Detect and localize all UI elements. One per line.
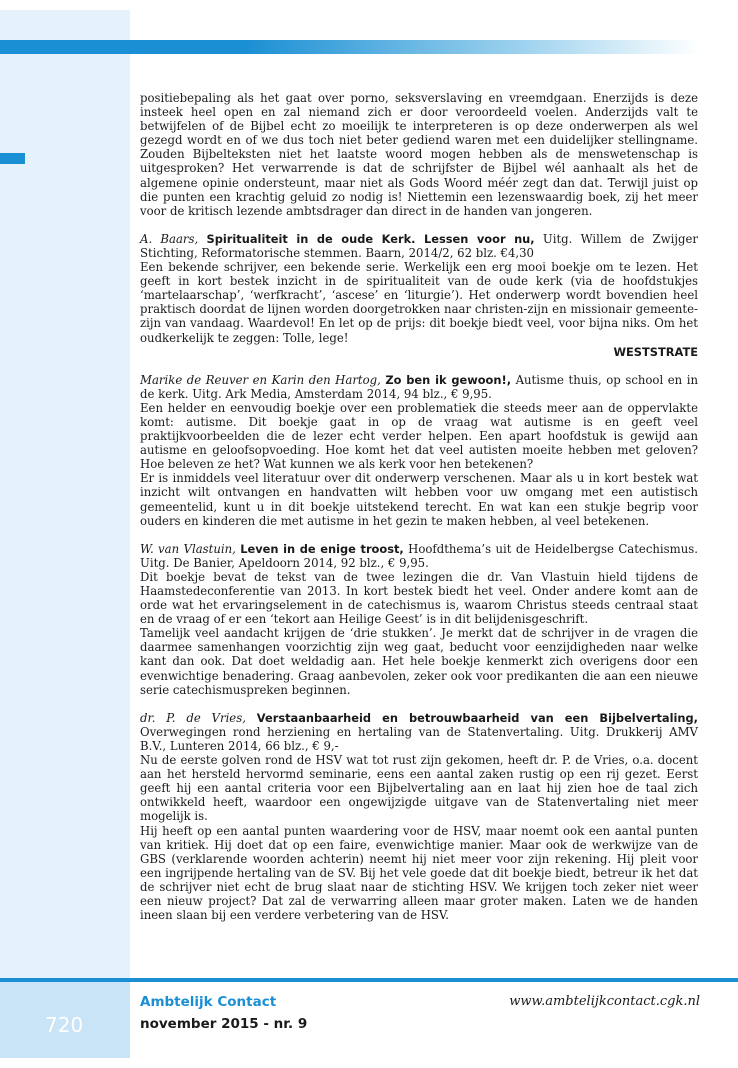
website-url[interactable]: www.ambtelijkcontact.cgk.nl	[509, 994, 700, 1009]
review-author: W. van Vlastuin,	[140, 541, 236, 556]
review-paragraph: Een helder en eenvoudig boekje over een problematiek die steeds meer aan de oppervlakte komt: autisme. Dit boekje gaat in op de vraag wat autisme is en geeft veel praktijkvoorbeelden die de lezer echt verder helpen. Een apart hoofdstuk is gewijd aan autisme en geloofsopvoeding. Hoe komt het dat veel autisten moeite hebben met geloven? Hoe beleven ze het? Wat kunnen we als kerk voor hen betekenen?	[140, 400, 698, 472]
page-number: 720	[45, 1013, 84, 1037]
review-author: A. Baars,	[140, 231, 199, 246]
review-author: Marike de Reuver en Karin den Hartog,	[140, 372, 381, 387]
review-reference	[140, 542, 698, 570]
review-paragraph: Tamelijk veel aandacht krijgen de ‘drie stukken’. Je merkt dat de schrijver in de vragen die daarmee samenhangen voorzichtig zijn weg gaat, beducht voor eenzijdigheden naar welke kant dan ook. Dat doet weldadig aan. Het hele boekje kenmerkt zich overigens door een evenwichtige benadering. Graag aanbevolen, zeker ook voor predikanten die aan een nieuwe serie catechismuspreken beginnen.	[140, 626, 698, 697]
review-book-title: Zo ben ik gewoon!,	[385, 372, 512, 387]
left-sidebar	[0, 10, 130, 1058]
review-book-details: Uitg. Willem de Zwijger Stichting, Reformatorische stemmen. Baarn, 2014/2, 62 blz. €4,30	[140, 231, 699, 260]
review-book-details: Autisme thuis, op school en in de kerk. Uitg. Ark Media, Amsterdam 2014, 94 blz., € 9,95.	[140, 372, 698, 401]
issue-label: november 2015 - nr. 9	[140, 1016, 308, 1032]
review-paragraph: Een bekende schrijver, een bekende serie. Werkelijk een erg mooi boekje om te lezen. Het geeft in kort bestek inzicht in de spiritualiteit van de oude kerk (via de hoofdstukjes ‘martelaarschap’, ‘werfkracht’, ‘ascese’ en ‘liturgie’). Het onderwerp wordt bovendien heel praktisch doordat de lijnen worden doorgetrokken naar christen-zijn en missionair gemeente-zijn van vandaag. Waardevol! En let op de prijs: dit boekje biedt veel, voor bijna niks. Om het oudkerkelijk te zeggen: Tolle, lege!	[140, 260, 698, 345]
review-paragraph: Dit boekje bevat de tekst van de twee lezingen die dr. Van Vlastuin hield tijdens de Haamstedeconferentie van 2013. In kort bestek biedt het veel. Onder andere komt aan de orde wat het ervaringselement in de catechismus is, waarom Christus steeds centraal staat en de vraag of er een ‘tekort aan Heilige Geest’ is in dit belijdenisgeschrift.	[140, 569, 698, 627]
review-book-title: Spiritualiteit in de oude Kerk. Lessen voor nu,	[206, 231, 535, 246]
review-book-title: Verstaanbaarheid en betrouwbaarheid van een Bijbelvertaling,	[256, 710, 699, 725]
review-paragraph: Er is inmiddels veel literatuur over dit onderwerp verschenen. Maar als u in kort bestek wat inzicht wilt ontvangen en handvatten wilt hebben voor uw omgang met een autistisch gemeentelid, kunt u in dit boekje uitstekend terecht. En wat kan een stukje begrip voor ouders en kinderen die met autisme in het gezin te maken hebben, al veel betekenen.	[140, 471, 698, 528]
review-paragraph: Hij heeft op een aantal punten waardering voor de HSV, maar noemt ook een aantal punten van kritiek. Hij doet dat op een faire, evenwichtige manier. Maar ook de werkwijze van de GBS (verklarende woorden achterin) neemt hij niet meer voor zijn rekening. Hij pleit voor een ingrijpende hertaling van de SV. Bij het vele goede dat dit boekje biedt, betreur ik het dat de schrijver niet echt de brug slaat naar de stichting HSV. We krijgen toch zeker niet weer een nieuw project? Dat zal de verwarring alleen maar groter maken. Laten we de handen ineen slaan bij een verdere verbetering van de HSV.	[140, 823, 698, 923]
intro-paragraph: positiebepaling als het gaat over porno, seksverslaving en vreemdgaan. Enerzijds is deze insteek heel open en zal niemand zich er door veroordeeld voelen. Anderzijds valt te betwijfelen of de Bijbel echt zo moeilijk te interpreteren is op deze onderwerpen als wel gezegd wordt en of we dus toch niet beter gediend waren met een duidelijker stellingname. Zouden Bijbelteksten niet het laatste woord mogen hebben als de menswetenschap is uitgesproken? Het verwarrende is dat de schrijfster de Bijbel wél aanhaalt als het de algemene opinie ondersteunt, maar niet als Gods Woord méér zegt dan dat. Terwijl juist op die punten een krachtig geluid zo nodig is! Niettemin een lezenswaardig boek, zij het meer voor de kritisch lezende ambtsdrager dan direct in de handen van jongeren.	[140, 91, 698, 218]
reviewer-signature: WESTSTRATE	[613, 344, 698, 359]
review-author: dr. P. de Vries,	[140, 710, 246, 725]
review-reference	[140, 232, 698, 260]
review-paragraph: Nu de eerste golven rond de HSV wat tot rust zijn gekomen, heeft dr. P. de Vries, o.a. docent aan het hersteld hervormd seminarie, eens een aantal zaken rustig op een rij gezet. Eerst geeft hij een aantal criteria voor een Bijbelvertaling aan en laat hij zien hoe de taal zich ontwikkeld heeft, waardoor een ongewijzigde uitgave van de Statenvertaling niet meer mogelijk is.	[140, 753, 698, 824]
margin-marker	[0, 153, 25, 164]
review-book-details: Hoofdthema’s uit de Heidelbergse Catechismus. Uitg. De Banier, Apeldoorn 2014, 92 blz., € 9,95.	[140, 541, 698, 570]
review-reference	[140, 373, 698, 401]
magazine-title: Ambtelijk Contact	[140, 994, 277, 1010]
review-book-details: Overwegingen rond herziening en hertaling van de Statenvertaling. Uitg. Drukkerij AMV B.V., Lunteren 2014, 66 blz., € 9,-	[140, 724, 698, 753]
header-color-bar	[0, 40, 700, 54]
page-body	[140, 91, 698, 922]
review-reference	[140, 711, 698, 753]
review-book-title: Leven in de enige troost,	[240, 541, 404, 556]
